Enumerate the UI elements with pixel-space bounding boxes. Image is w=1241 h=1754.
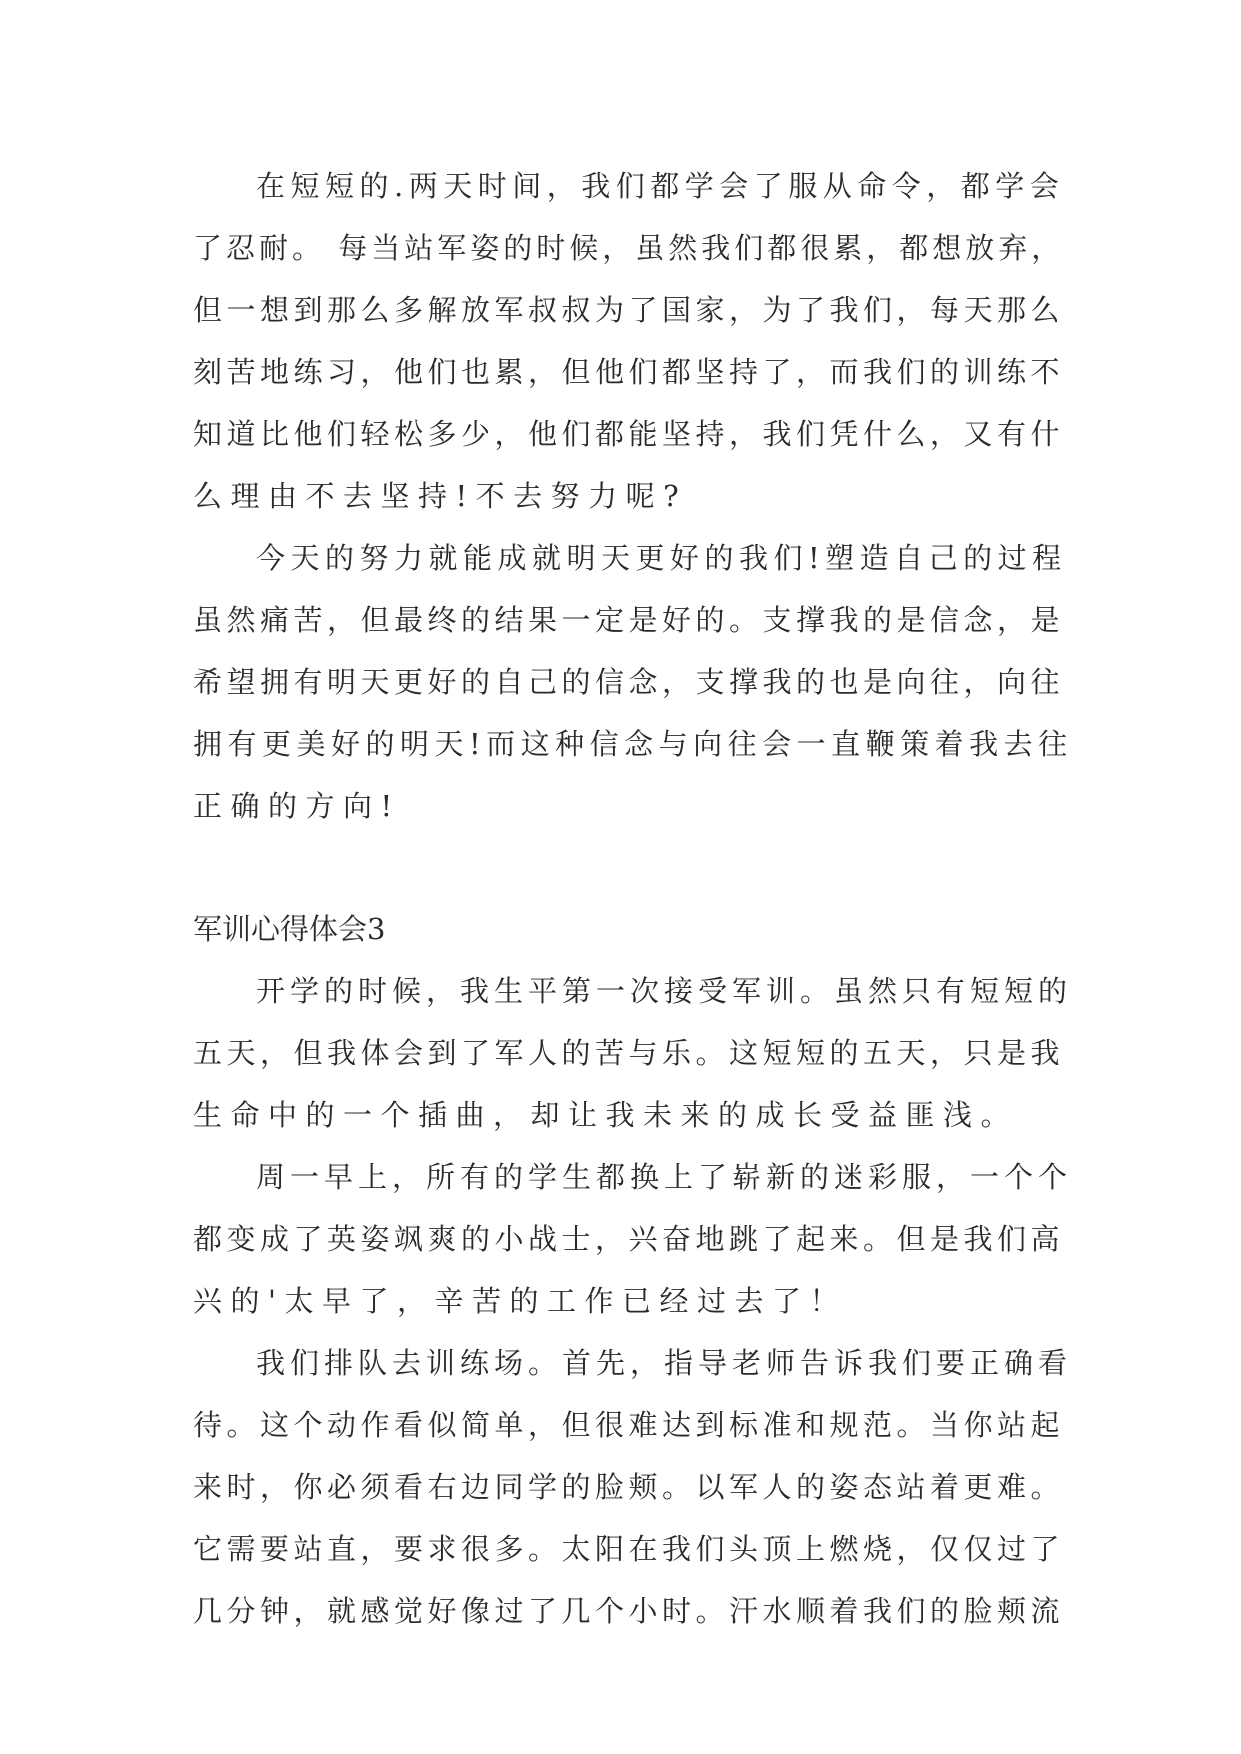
paragraph-1-line-5: 知道比他们轻松多少，他们都能坚持，我们凭什么，又有什: [193, 417, 1065, 451]
paragraph-3-line-2: 五天，但我体会到了军人的苦与乐。这短短的五天，只是我: [193, 1036, 1065, 1070]
paragraph-1-line-4: 刻苦地练习，他们也累，但他们都坚持了，而我们的训练不: [193, 355, 1065, 389]
paragraph-2-line-2: 虽然痛苦，但最终的结果一定是好的。支撑我的是信念，是: [193, 603, 1065, 637]
paragraph-1-line-3: 但一想到那么多解放军叔叔为了国家，为了我们，每天那么: [193, 293, 1065, 327]
paragraph-3-line-3: 生命中的一个插曲，却让我未来的成长受益匪浅。: [193, 1098, 1019, 1132]
paragraph-3-line-1: 开学的时候，我生平第一次接受军训。虽然只有短短的: [256, 974, 1073, 1008]
paragraph-2-line-1: 今天的努力就能成就明天更好的我们!塑造自己的过程: [256, 541, 1067, 575]
paragraph-1-line-2: 了忍耐。 每当站军姿的时候，虽然我们都很累，都想放弃，: [193, 231, 1065, 265]
paragraph-2-line-3: 希望拥有明天更好的自己的信念，支撑我的也是向往，向往: [193, 665, 1065, 699]
paragraph-5-line-3: 来时，你必须看右边同学的脸颊。以军人的姿态站着更难。: [193, 1470, 1065, 1504]
paragraph-5-line-1: 我们排队去训练场。首先，指导老师告诉我们要正确看: [256, 1346, 1073, 1380]
paragraph-4-line-2: 都变成了英姿飒爽的小战士，兴奋地跳了起来。但是我们高: [193, 1222, 1065, 1256]
paragraph-5-line-2: 待。这个动作看似简单，但很难达到标准和规范。当你站起: [193, 1408, 1065, 1442]
paragraph-5-line-5: 几分钟，就感觉好像过了几个小时。汗水顺着我们的脸颊流: [193, 1594, 1065, 1628]
paragraph-2-line-5: 正确的方向!: [193, 789, 401, 823]
paragraph-2-line-4: 拥有更美好的明天!而这种信念与向往会一直鞭策着我去往: [193, 727, 1073, 761]
section-heading: 军训心得体会3: [193, 912, 386, 946]
paragraph-4-line-3: 兴的'太早了，辛苦的工作已经过去了！: [193, 1284, 847, 1318]
paragraph-5-line-4: 它需要站直，要求很多。太阳在我们头顶上燃烧，仅仅过了: [193, 1532, 1065, 1566]
paragraph-1-line-6: 么理由不去坚持!不去努力呢?: [193, 479, 688, 513]
paragraph-1-line-1: 在短短的.两天时间，我们都学会了服从命令，都学会: [256, 169, 1065, 203]
paragraph-4-line-1: 周一早上，所有的学生都换上了崭新的迷彩服，一个个: [256, 1160, 1073, 1194]
